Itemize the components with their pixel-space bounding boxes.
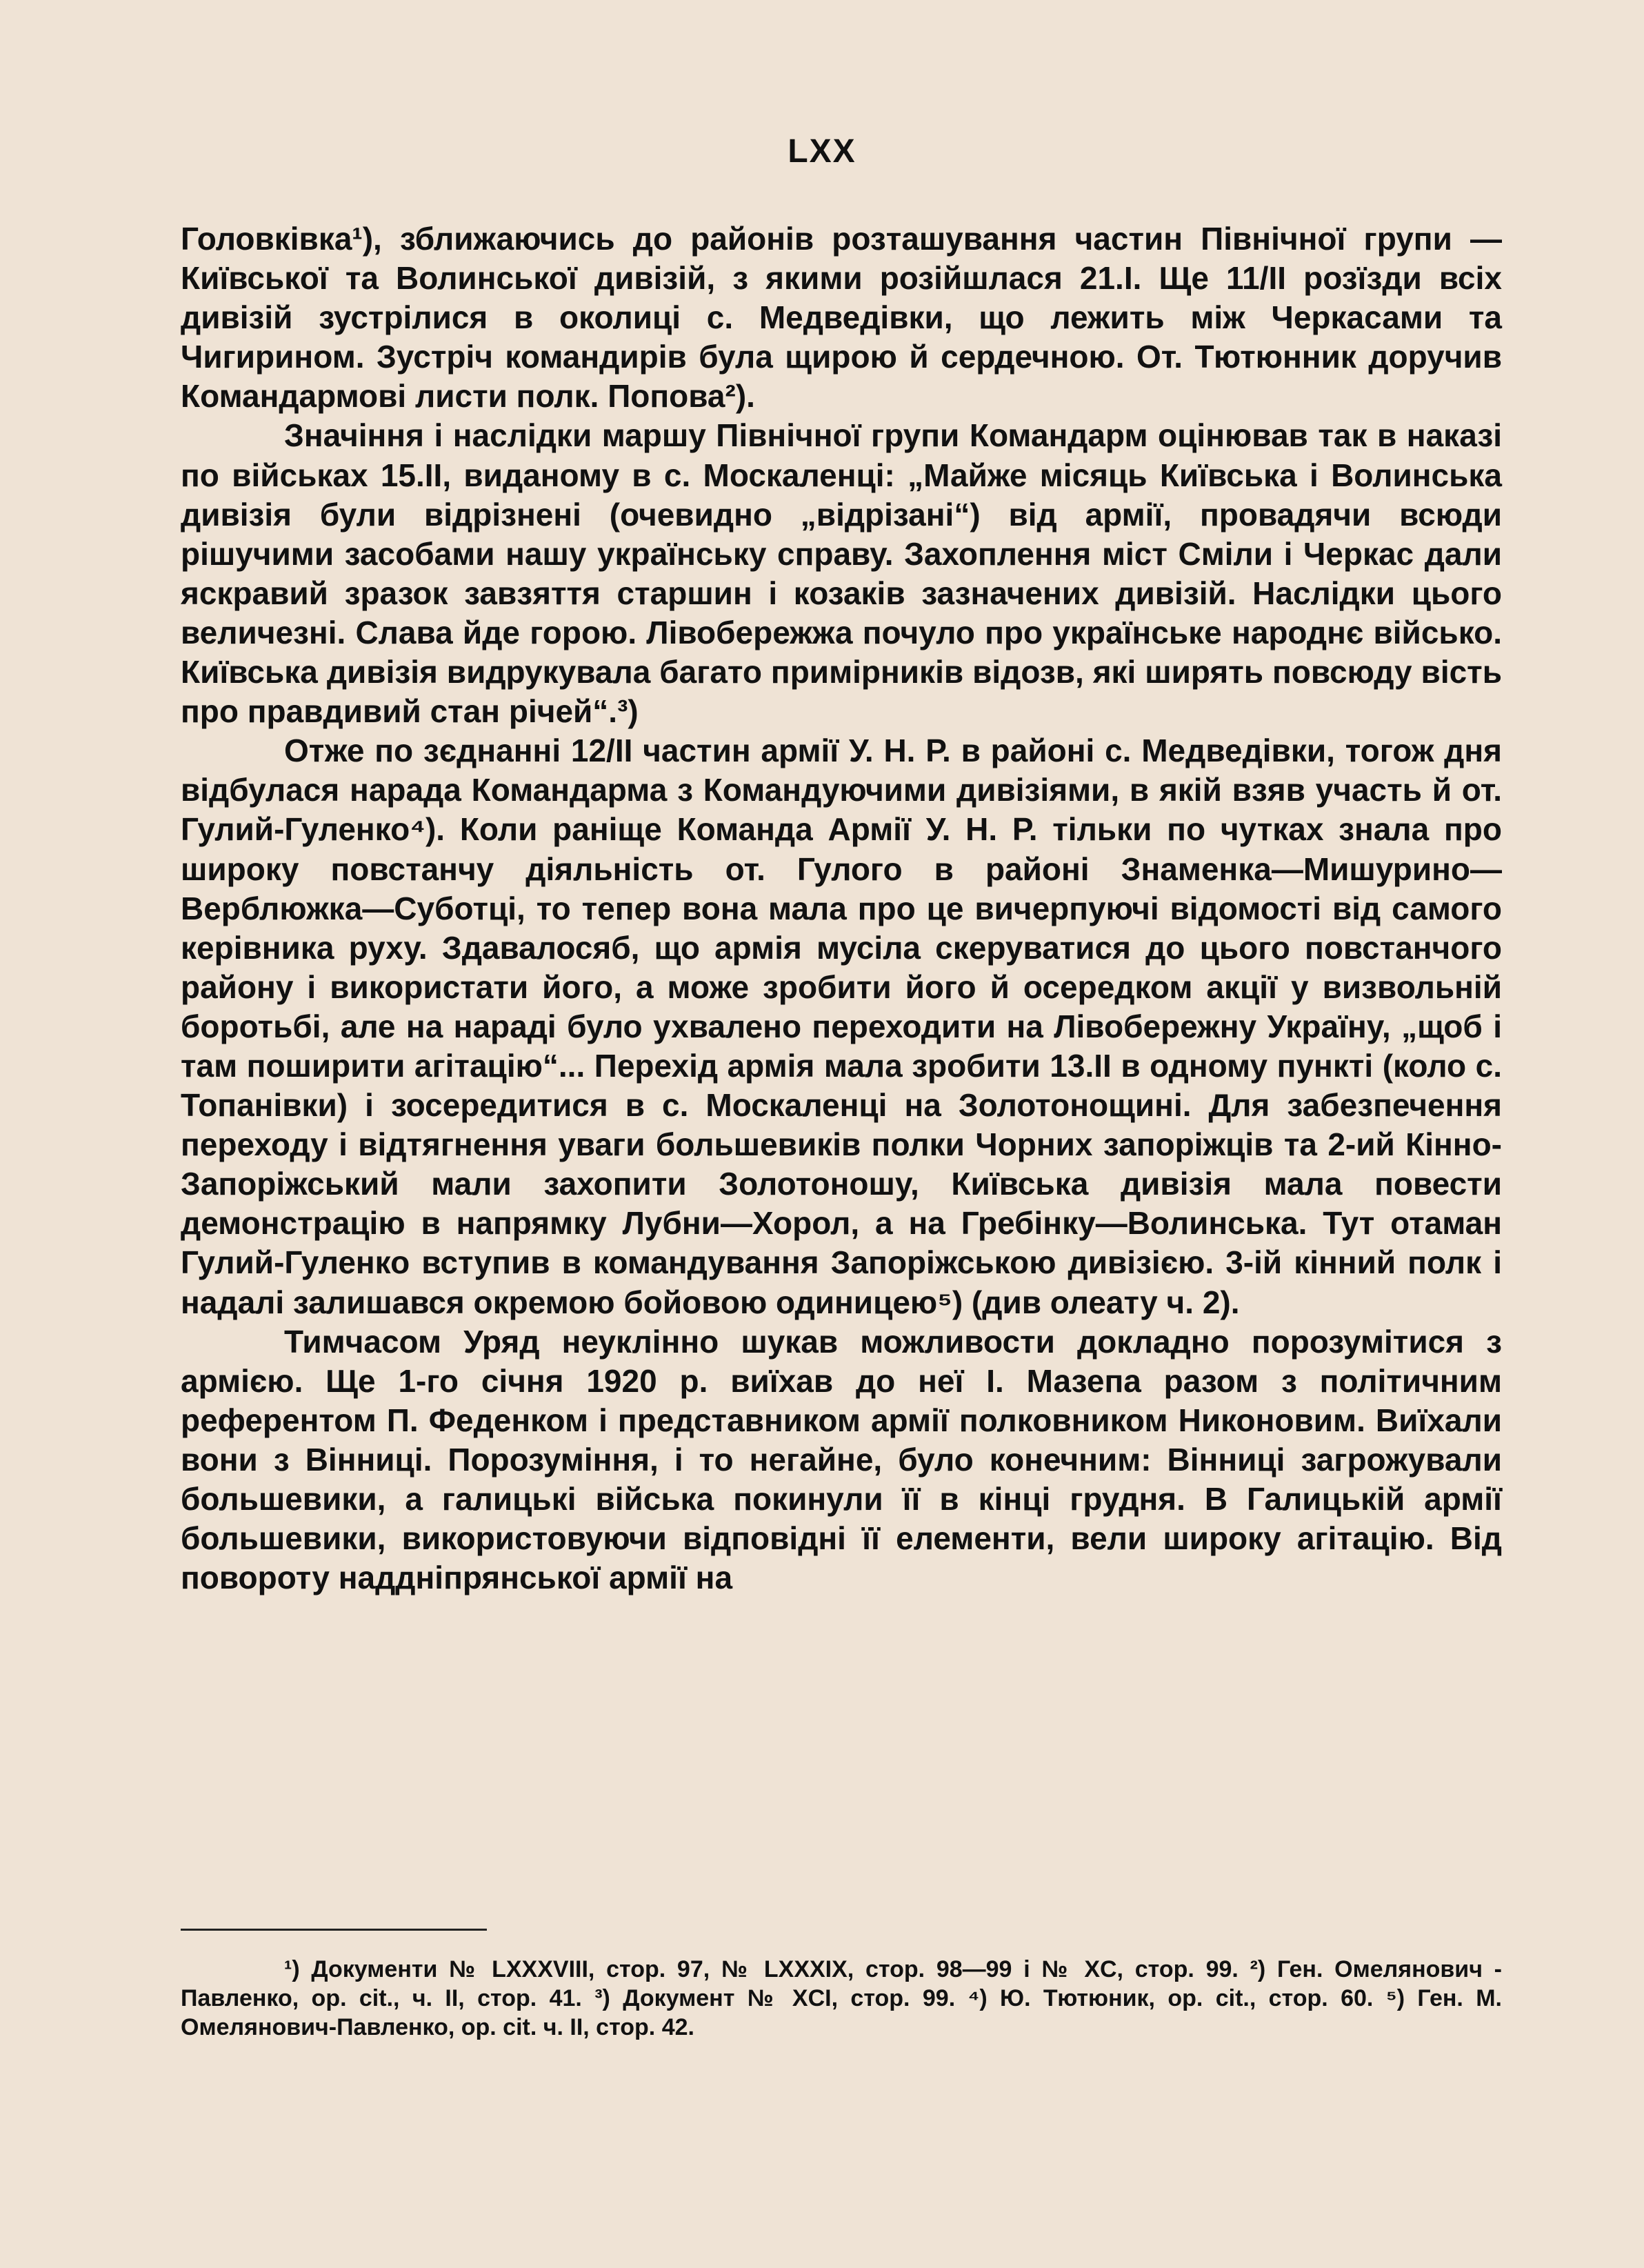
page-number: LXX	[788, 133, 856, 170]
footnotes	[181, 1955, 1502, 2042]
footnote-text: ¹) Документи № LXXXVIII, стор. 97, № LXXXIX, стор. 98—99 і № XC, стор. 99. ²) Ген. Омелянович - Павленко, ор. cit., ч. II, стор. 41. ³) Документ № XCI, стор. 99. ⁴) Ю. Тютюник, ор. cit., стор. 60. ⁵) Ген. М. Омелянович-Павленко, ор. cit. ч. II, стор. 42.	[181, 1956, 1502, 2040]
footnote-separator	[181, 1929, 487, 1931]
paragraph: Отже по зєднанні 12/II частин армії У. Н. Р. в районі с. Медведівки, тогож дня відбулася нарада Командарма з Командуючими дивізіями, в якій взяв участь й от. Гулий-Гуленко⁴). Коли раніще Команда Армії У. Н. Р. тільки по чутках знала про широку повстанчу діяльність от. Гулого в районі Знаменка—Мишурино—Верблюжка—Суботці, то тепер вона мала про це вичерпуючі відомості від самого керівника руху. Здавалосяб, що армія мусіла скеруватися до цього повстанчого району і використати його, а може зробити його й осередком акції у визвольній боротьбі, але на нараді було ухвалено переходити на Лівобережну Україну, „щоб і там поширити агітацію“... Перехід армія мала зробити 13.II в одному пункті (коло с. Топанівки) і зосередитися в с. Москаленці на Золотонощині. Для забезпечення переходу і відтягнення уваги большевиків полки Чорних запоріжців та 2-ий Кінно-Запоріжський мали захопити Золотоношу, Київська дивізія мала повести демонстрацію в напрямку Лубни—Хорол, а на Гребінку—Волинська. Тут отаман Гулий-Гуленко вступив в командування Запоріжською дивізією. 3-ій кінний полк і надалі залишався окремою бойовою одиницею⁵) (див олеату ч. 2).	[181, 733, 1502, 1320]
paragraph: Значіння і наслідки маршу Північної групи Командарм оцінював так в наказі по військах 15.II, виданому в с. Москаленці: „Майже місяць Київська і Волинська дивізія були відрізнені (очевидно „відрізані“) від армії, провадячи всюди рішучими засобами нашу українську справу. Захоплення міст Сміли і Черкас дали яскравий зразок завзяття старшин і козаків зазначених дивізій. Наслідки цього величезні. Слава йде горою. Лівобережжа почуло про українське народнє військо. Київська дивізія видрукувала багато примірників відозв, які ширять повсюду вість про правдивий стан річей“.³)	[181, 417, 1502, 730]
body-text	[181, 219, 1502, 1598]
paragraph: Головківка¹), зближаючись до районів розташування частин Північної групи — Київської та Волинської дивізій, з якими розійшлася 21.I. Ще 11/II розїзди всіх дивізій зустрілися в околиці с. Медведівки, що лежить між Черкасами та Чигирином. Зустріч командирів була щирою й сердечною. От. Тютюнник доручив Командармові листи полк. Попова²).	[181, 221, 1502, 415]
paragraph: Тимчасом Уряд неуклінно шукав можливости докладно порозумітися з армією. Ще 1-го січня 1920 р. виїхав до неї І. Мазепа разом з політичним референтом П. Феденком і представником армії полковником Никоновим. Виїхали вони з Вінниці. Порозуміння, і то негайне, було конечним: Вінниці загрожували большевики, а галицькі війська покинули її в кінці грудня. В Галицькій армії большевики, використовуючи відповідні її елементи, вели широку агітацію. Від повороту наддніпрянської армії на	[181, 1323, 1502, 1596]
